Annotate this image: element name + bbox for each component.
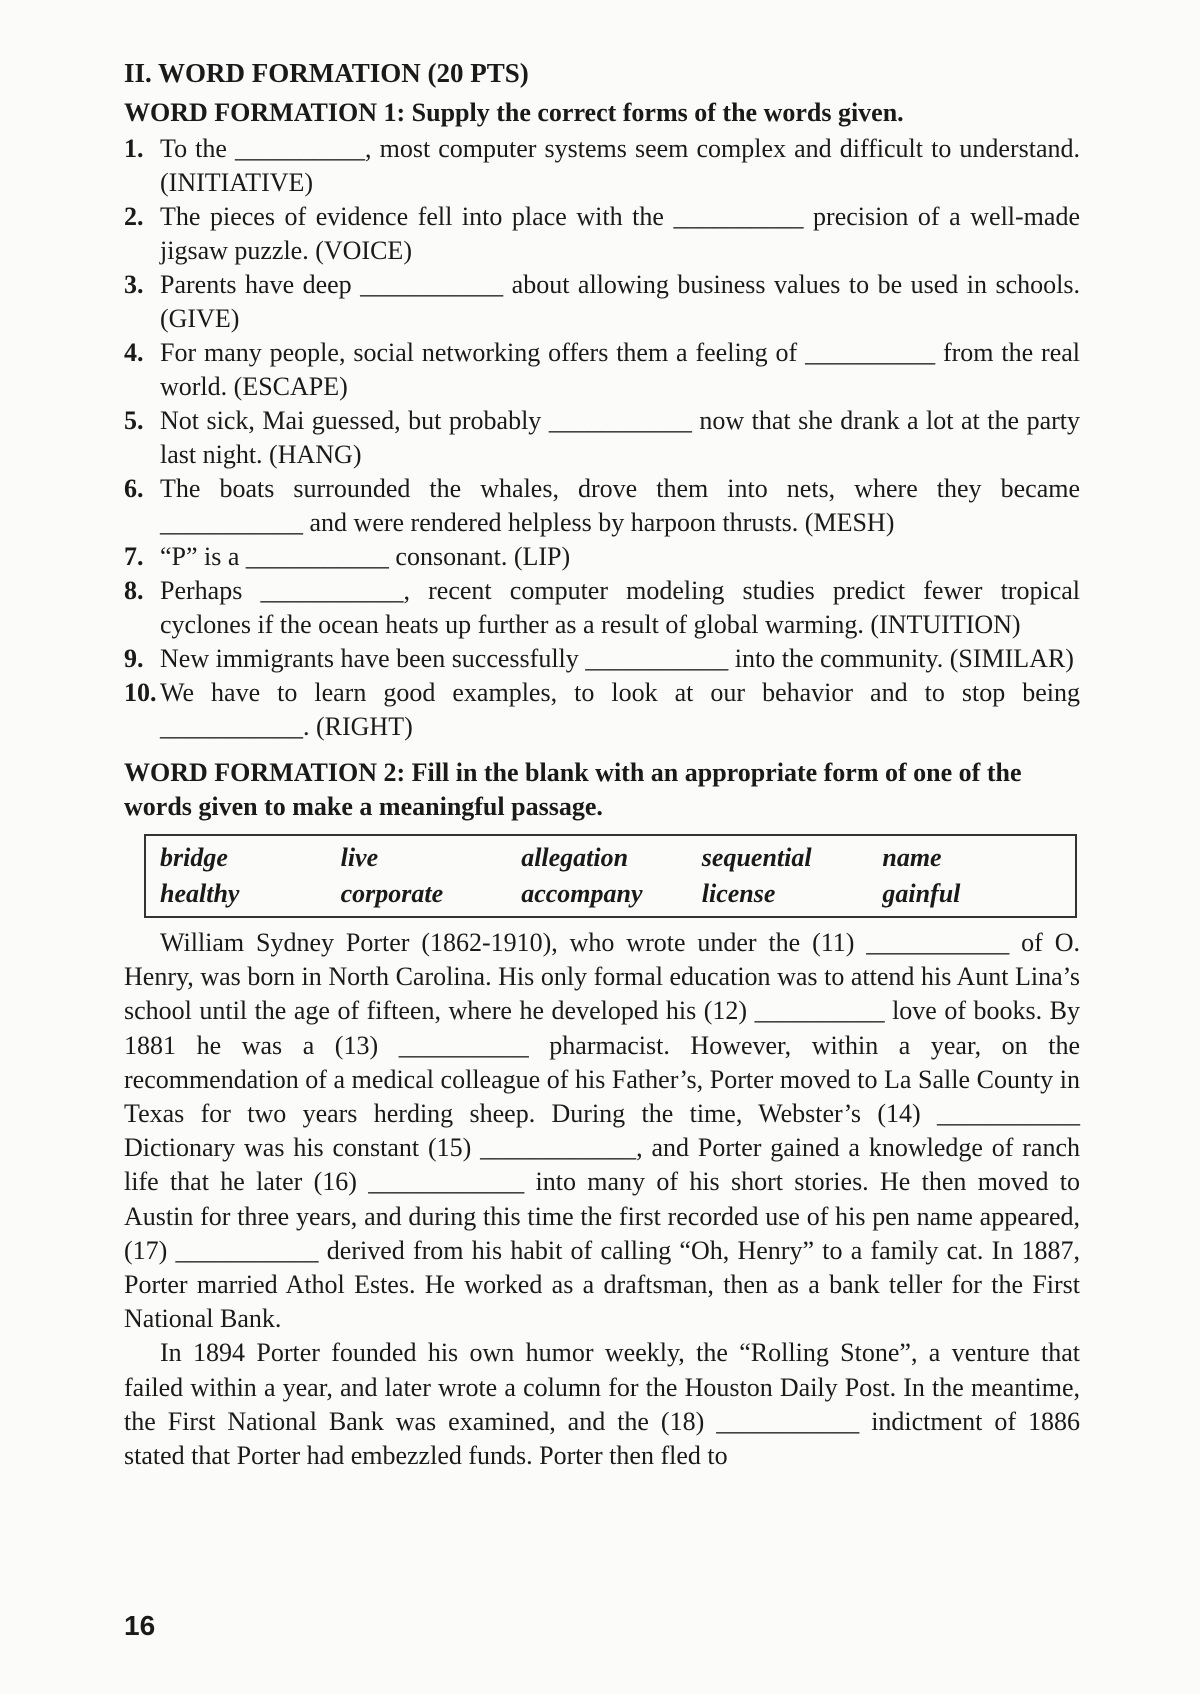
question-text-before: Parents have deep xyxy=(160,270,361,299)
question-number: 9. xyxy=(124,644,144,673)
question-number: 5. xyxy=(124,406,144,435)
word-box-row xyxy=(160,876,1063,912)
word-box-word: accompany xyxy=(521,879,643,908)
question-item xyxy=(124,642,1080,676)
reading-passage xyxy=(124,926,1080,1473)
question-text-before: We have to learn good examples, to look at our behavior and to stop being xyxy=(160,678,1080,707)
question-text-after: into the community. (SIMILAR) xyxy=(728,644,1074,673)
question-text-after: now that she drank a lot at the party last night. (HANG) xyxy=(160,406,1080,469)
question-item xyxy=(124,336,1080,404)
word-box-table xyxy=(160,840,1063,912)
word-box-word: bridge xyxy=(160,843,228,872)
answer-blank[interactable]: ___________ xyxy=(160,712,303,741)
answer-blank[interactable]: ___________ xyxy=(260,576,404,605)
part1-question-list xyxy=(124,132,1080,744)
answer-blank[interactable]: ___________ xyxy=(548,406,692,435)
question-text-after: and were rendered helpless by harpoon thrusts. (MESH) xyxy=(303,508,895,537)
answer-blank[interactable]: __________ xyxy=(235,134,366,163)
question-number: 10. xyxy=(124,678,157,707)
answer-blank[interactable]: ___________ xyxy=(160,508,303,537)
question-text-before: Not sick, Mai guessed, but probably xyxy=(160,406,549,435)
question-text-after: . (RIGHT) xyxy=(303,712,413,741)
section-title: II. WORD FORMATION (20 PTS) xyxy=(124,58,529,88)
question-number: 2. xyxy=(124,202,144,231)
question-number: 1. xyxy=(124,134,144,163)
question-item xyxy=(124,676,1080,744)
part2-instruction: WORD FORMATION 2: Fill in the blank with an appropriate form of one of the words given to make a meaningful passage. xyxy=(124,758,1022,821)
question-item xyxy=(124,574,1080,642)
answer-blank[interactable]: ___________ xyxy=(245,542,389,571)
question-text-before: “P” is a xyxy=(160,542,246,571)
question-text-after: , recent computer modeling studies predict fewer tropical cyclones if the ocean heats up further as a result of global warming. (INTUITION) xyxy=(160,576,1080,639)
word-box-word: name xyxy=(882,843,942,872)
word-box-word: sequential xyxy=(701,843,812,872)
question-text-after: , most computer systems seem complex and difficult to understand. (INITIATIVE) xyxy=(160,134,1080,197)
word-box-word: live xyxy=(340,843,379,872)
answer-blank[interactable]: ___________ xyxy=(360,270,504,299)
question-text-before: For many people, social networking offers them a feeling of xyxy=(160,338,806,367)
question-item xyxy=(124,540,1080,574)
word-box-word: license xyxy=(701,879,776,908)
word-box xyxy=(144,834,1077,918)
answer-blank[interactable]: __________ xyxy=(673,202,804,231)
question-text-before: The boats surrounded the whales, drove them into nets, where they became xyxy=(160,474,1080,503)
question-text-before: To the xyxy=(160,134,236,163)
page-content xyxy=(124,56,1080,1473)
question-item xyxy=(124,472,1080,540)
question-number: 4. xyxy=(124,338,144,367)
page-number: 16 xyxy=(124,1610,156,1641)
question-text-before: The pieces of evidence fell into place with the xyxy=(160,202,674,231)
passage-paragraph: William Sydney Porter (1862-1910), who wrote under the (11) ___________ of O. Henry, was born in North Carolina. His only formal education was to attend his Aunt Lina’s school until the age of fifteen, where he developed his (12) __________ love of books. By 1881 he was a (13) __________ pharmacist. However, within a year, on the recommendation of a medical colleague of his Father’s, Porter moved to La Salle County in Texas for two years herding sheep. During the time, Webster’s (14) ___________ Dictionary was his constant (15) ____________, and Porter gained a knowledge of ranch life that he later (16) ____________ into many of his short stories. He then moved to Austin for three years, and during this time the first recorded use of his pen name appeared, (17) ___________ derived from his habit of calling “Oh, Henry” to a family cat. In 1887, Porter married Athol Estes. He worked as a draftsman, then as a bank teller for the First National Bank. xyxy=(124,928,1080,1334)
question-text-before: New immigrants have been successfully xyxy=(160,644,586,673)
question-number: 7. xyxy=(124,542,144,571)
question-number: 6. xyxy=(124,474,144,503)
question-text-before: Perhaps xyxy=(160,576,261,605)
question-number: 8. xyxy=(124,576,144,605)
question-number: 3. xyxy=(124,270,144,299)
passage-paragraph: In 1894 Porter founded his own humor weekly, the “Rolling Stone”, a venture that failed within a year, and later wrote a column for the Houston Daily Post. In the meantime, the First National Bank was examined, and the (18) ___________ indictment of 1886 stated that Porter had embezzled funds. Porter then fled to xyxy=(124,1338,1080,1471)
part1-instruction: WORD FORMATION 1: Supply the correct forms of the words given. xyxy=(124,98,904,127)
answer-blank[interactable]: __________ xyxy=(805,338,936,367)
word-box-word: allegation xyxy=(521,843,629,872)
question-item xyxy=(124,268,1080,336)
question-text-after: about allowing business values to be used in schools. (GIVE) xyxy=(160,270,1081,333)
question-item xyxy=(124,132,1080,200)
word-box-row xyxy=(160,840,1063,876)
question-text-after: precision of a well-made jigsaw puzzle. (VOICE) xyxy=(160,202,1080,265)
question-text-after: consonant. (LIP) xyxy=(388,542,571,571)
word-box-word: corporate xyxy=(340,879,444,908)
question-item xyxy=(124,404,1080,472)
question-item xyxy=(124,200,1080,268)
word-box-word: healthy xyxy=(160,879,240,908)
answer-blank[interactable]: ___________ xyxy=(585,644,729,673)
word-box-word: gainful xyxy=(882,879,961,908)
question-text-after: from the real world. (ESCAPE) xyxy=(160,338,1080,401)
